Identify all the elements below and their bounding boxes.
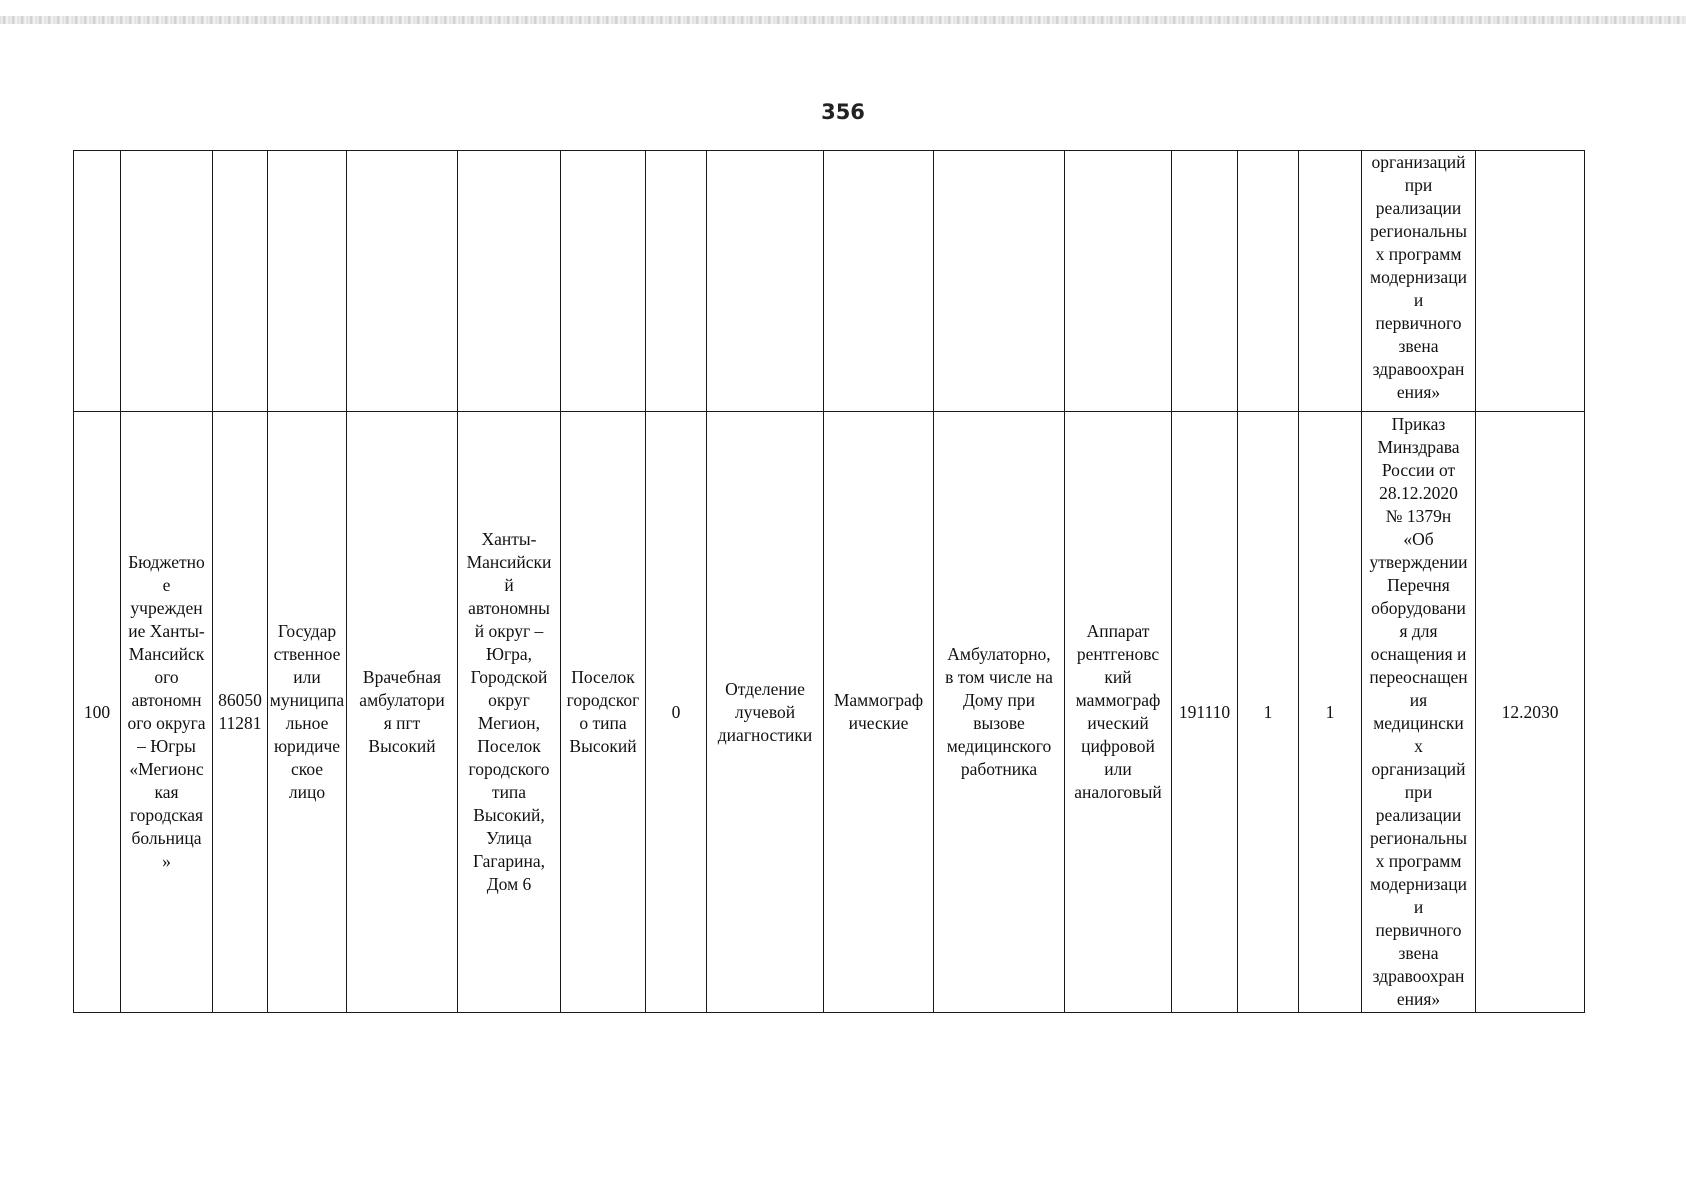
legal-form: Государ ственное или муниципальное юридиче ское лицо [269,621,345,802]
table-row [74,412,1585,1013]
cell-empty [1065,151,1172,412]
data-table [73,150,1585,1013]
zero-value: 0 [671,701,681,722]
cell-equipment [1065,412,1172,1013]
cell-empty [1299,151,1362,412]
date-value: 12.2030 [1501,701,1559,722]
cell-organization [121,412,213,1013]
cell-date [1476,412,1585,1013]
quantity-2: 1 [1325,701,1335,722]
department: Отделение лучевой диагностики [717,678,813,745]
cell-empty [121,151,213,412]
cell-empty [646,151,707,412]
cell-empty [74,151,121,412]
cell-act [1362,412,1476,1013]
inn-value: 86050 11281 [218,690,262,733]
cell-inn [213,412,268,1013]
row-number: 100 [83,701,111,722]
cell-settlement [561,412,646,1013]
equipment-code: 191110 [1178,701,1231,722]
cell-address [458,412,561,1013]
cell-zero [646,412,707,1013]
care-conditions: Амбулаторно, в том числе на Дому при вызове медицинского работника [945,644,1053,779]
table-row-continuation [74,151,1585,412]
cell-code [1172,412,1238,1013]
cell-empty [268,151,347,412]
facility-name: Врачебная амбулатори я пгт Высокий [359,667,445,756]
cell-legal-form [268,412,347,1013]
cell-facility [347,412,458,1013]
equipment-type: Маммограф ические [833,690,924,733]
address: Ханты- Мансийски й автономны й округ – Югра, Городской округ Мегион, Поселок городского типа Высокий, Улица Гагарина, Дом 6 [466,529,552,894]
cell-empty [561,151,646,412]
page-number: 356 [821,100,865,124]
cell-qty-2 [1299,412,1362,1013]
scan-edge-noise [0,16,1686,24]
cell-empty [213,151,268,412]
settlement: Поселок городског о типа Высокий [566,667,640,756]
quantity-1: 1 [1263,701,1273,722]
cell-conditions [934,412,1065,1013]
cell-empty [1172,151,1238,412]
cell-act-continuation [1362,151,1476,412]
cell-empty [1476,151,1585,412]
act-text: Приказ Минздрава России от 28.12.2020 № 1379н «Об утверждении Перечня оборудовани я для оснащения и переоснащен ия медицински х организаций при реализации региональны х программ модернизаци и первичного звена здравоохран ения» [1369,414,1468,1009]
cell-type [824,412,934,1013]
act-continuation-text: организаций при реализации региональны х программ модернизаци и первичного звена здравоохран ения» [1370,152,1467,402]
cell-empty [824,151,934,412]
cell-empty [934,151,1065,412]
organization-name: Бюджетно е учрежден ие Ханты- Мансийск ого автономн ого округа – Югры «Мегионс кая городская больница » [127,552,206,871]
cell-empty [707,151,824,412]
cell-empty [458,151,561,412]
cell-empty [347,151,458,412]
cell-empty [1238,151,1299,412]
equipment-name: Аппарат рентгеновс кий маммограф ический цифровой или аналоговый [1074,621,1162,802]
cell-qty-1 [1238,412,1299,1013]
cell-department [707,412,824,1013]
cell-row-number [74,412,121,1013]
